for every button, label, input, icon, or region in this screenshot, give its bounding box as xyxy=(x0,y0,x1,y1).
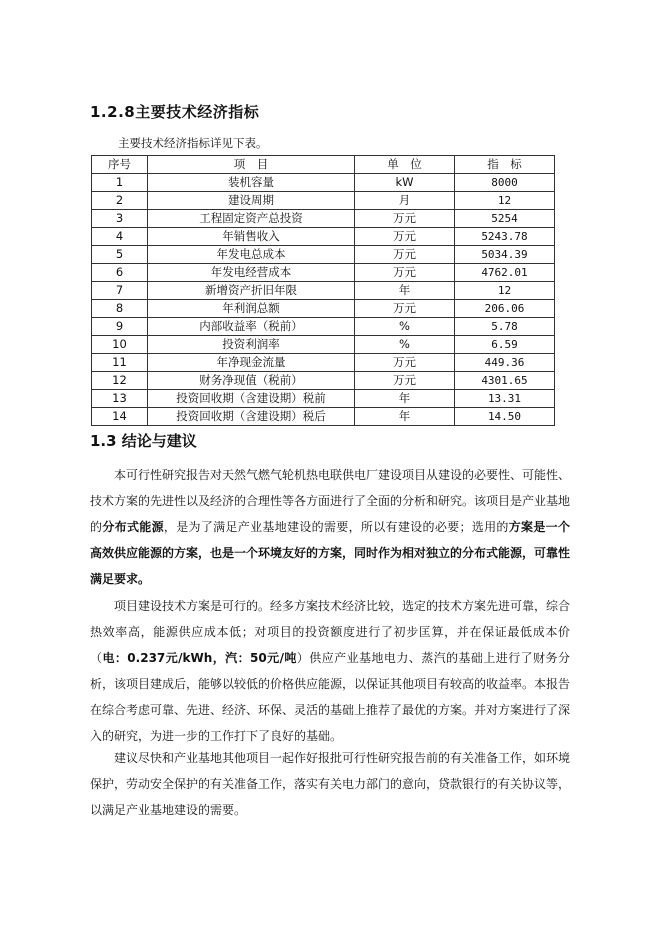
table-row xyxy=(92,228,555,246)
p2-text-a: 项目建设技术方案是可行的。经多方案技术经济比较，选定的技术方案先进可靠，综合热效率高，能源供应成本低；对项目的投资额度进行了初步匡算，并在保证最低成本价（ xyxy=(90,599,571,665)
cell-item: 内部收益率（税前） xyxy=(148,318,355,336)
cell-seq: 7 xyxy=(92,282,148,300)
cell-unit: 万元 xyxy=(355,246,455,264)
cell-unit: 年 xyxy=(355,408,455,426)
cell-value: 5.78 xyxy=(455,318,555,336)
cell-item: 新增资产折旧年限 xyxy=(148,282,355,300)
p2-bold-prices: 电：0.237元/kWh，汽：50元/吨 xyxy=(102,651,297,665)
cell-unit: 年 xyxy=(355,390,455,408)
cell-seq: 8 xyxy=(92,300,148,318)
table-row xyxy=(92,372,555,390)
cell-value: 12 xyxy=(455,282,555,300)
p1-bold-efficient-scheme: 方案是一个高效供应能源的方案，也是一个环境友好的方案，同时作为相对独立的分布式能源，可靠性满足要求。 xyxy=(90,520,571,586)
cell-value: 13.31 xyxy=(455,390,555,408)
cell-item: 工程固定资产总投资 xyxy=(148,210,355,228)
cell-value: 12 xyxy=(455,192,555,210)
paragraph-conclusion xyxy=(90,462,570,592)
cell-unit: 万元 xyxy=(355,228,455,246)
cell-unit: 月 xyxy=(355,192,455,210)
cell-item: 建设周期 xyxy=(148,192,355,210)
table-header-row xyxy=(92,156,555,174)
cell-item: 装机容量 xyxy=(148,174,355,192)
cell-unit: 万元 xyxy=(355,354,455,372)
p1-text-c: ，是为了满足产业基地建设的需要，所以有建设的必要；选用的 xyxy=(163,520,509,534)
cell-item: 年发电经营成本 xyxy=(148,264,355,282)
table-row xyxy=(92,390,555,408)
cell-value: 4301.65 xyxy=(455,372,555,390)
section-heading-1-2-8: 1.2.8主要技术经济指标 xyxy=(90,103,260,121)
cell-seq: 9 xyxy=(92,318,148,336)
table-row xyxy=(92,264,555,282)
cell-item: 年利润总额 xyxy=(148,300,355,318)
cell-seq: 2 xyxy=(92,192,148,210)
cell-value: 8000 xyxy=(455,174,555,192)
header-unit: 单 位 xyxy=(355,156,455,174)
table-row xyxy=(92,282,555,300)
cell-item: 年净现金流量 xyxy=(148,354,355,372)
cell-seq: 14 xyxy=(92,408,148,426)
cell-unit: kW xyxy=(355,174,455,192)
table-row xyxy=(92,336,555,354)
cell-item: 年销售收入 xyxy=(148,228,355,246)
cell-value: 449.36 xyxy=(455,354,555,372)
cell-value: 14.50 xyxy=(455,408,555,426)
cell-seq: 4 xyxy=(92,228,148,246)
table-intro-text: 主要技术经济指标详见下表。 xyxy=(118,136,268,150)
cell-value: 5254 xyxy=(455,210,555,228)
paragraph-technical-scheme xyxy=(90,593,570,749)
cell-seq: 5 xyxy=(92,246,148,264)
table-row xyxy=(92,210,555,228)
header-item: 项 目 xyxy=(148,156,355,174)
cell-seq: 3 xyxy=(92,210,148,228)
header-seq: 序号 xyxy=(92,156,148,174)
p3-text: 建议尽快和产业基地其他项目一起作好报批可行性研究报告前的有关准备工作，如环境保护，劳动安全保护的有关准备工作，落实有关电力部门的意向，贷款银行的有关协议等，以满足产业基地建设的需要。 xyxy=(90,751,571,817)
economic-indicators-table xyxy=(91,155,555,426)
table-row xyxy=(92,192,555,210)
cell-seq: 12 xyxy=(92,372,148,390)
table-row xyxy=(92,354,555,372)
cell-seq: 6 xyxy=(92,264,148,282)
p1-bold-distributed-energy: 分布式能源 xyxy=(102,520,164,534)
cell-item: 年发电总成本 xyxy=(148,246,355,264)
cell-unit: 年 xyxy=(355,282,455,300)
cell-value: 5243.78 xyxy=(455,228,555,246)
cell-item: 投资回收期（含建设期）税后 xyxy=(148,408,355,426)
cell-item: 财务净现值（税前） xyxy=(148,372,355,390)
table-row xyxy=(92,246,555,264)
p2-text-c: ）供应产业基地电力、蒸汽的基础上进行了财务分析，该项目建成后，能够以较低的价格供应能源，以保证其他项目有较高的收益率。本报告在综合考虑可靠、先进、经济、环保、灵活的基础上推荐了最优的方案。并对方案进行了深入的研究，为进一步的工作打下了良好的基础。 xyxy=(90,651,571,743)
cell-value: 206.06 xyxy=(455,300,555,318)
table-row xyxy=(92,300,555,318)
header-value: 指 标 xyxy=(455,156,555,174)
cell-value: 5034.39 xyxy=(455,246,555,264)
cell-value: 4762.01 xyxy=(455,264,555,282)
cell-unit: % xyxy=(355,318,455,336)
cell-item: 投资利润率 xyxy=(148,336,355,354)
cell-value: 6.59 xyxy=(455,336,555,354)
cell-unit: 万元 xyxy=(355,372,455,390)
cell-seq: 11 xyxy=(92,354,148,372)
paragraph-recommendation xyxy=(90,745,570,823)
cell-unit: % xyxy=(355,336,455,354)
p1-text-a: 本可行性研究报告对天然气燃气轮机热电联供电厂建设项目从建设的必要性、可能性、技术方案的先进性以及经济的合理性等各方面进行了全面的分析和研究。该项目是产业基地的 xyxy=(90,468,571,534)
cell-seq: 10 xyxy=(92,336,148,354)
section-heading-1-3: 1.3 结论与建议 xyxy=(90,432,197,450)
cell-seq: 1 xyxy=(92,174,148,192)
table-row xyxy=(92,174,555,192)
cell-unit: 万元 xyxy=(355,210,455,228)
table-row xyxy=(92,408,555,426)
cell-unit: 万元 xyxy=(355,264,455,282)
cell-unit: 万元 xyxy=(355,300,455,318)
table-row xyxy=(92,318,555,336)
cell-item: 投资回收期（含建设期）税前 xyxy=(148,390,355,408)
cell-seq: 13 xyxy=(92,390,148,408)
